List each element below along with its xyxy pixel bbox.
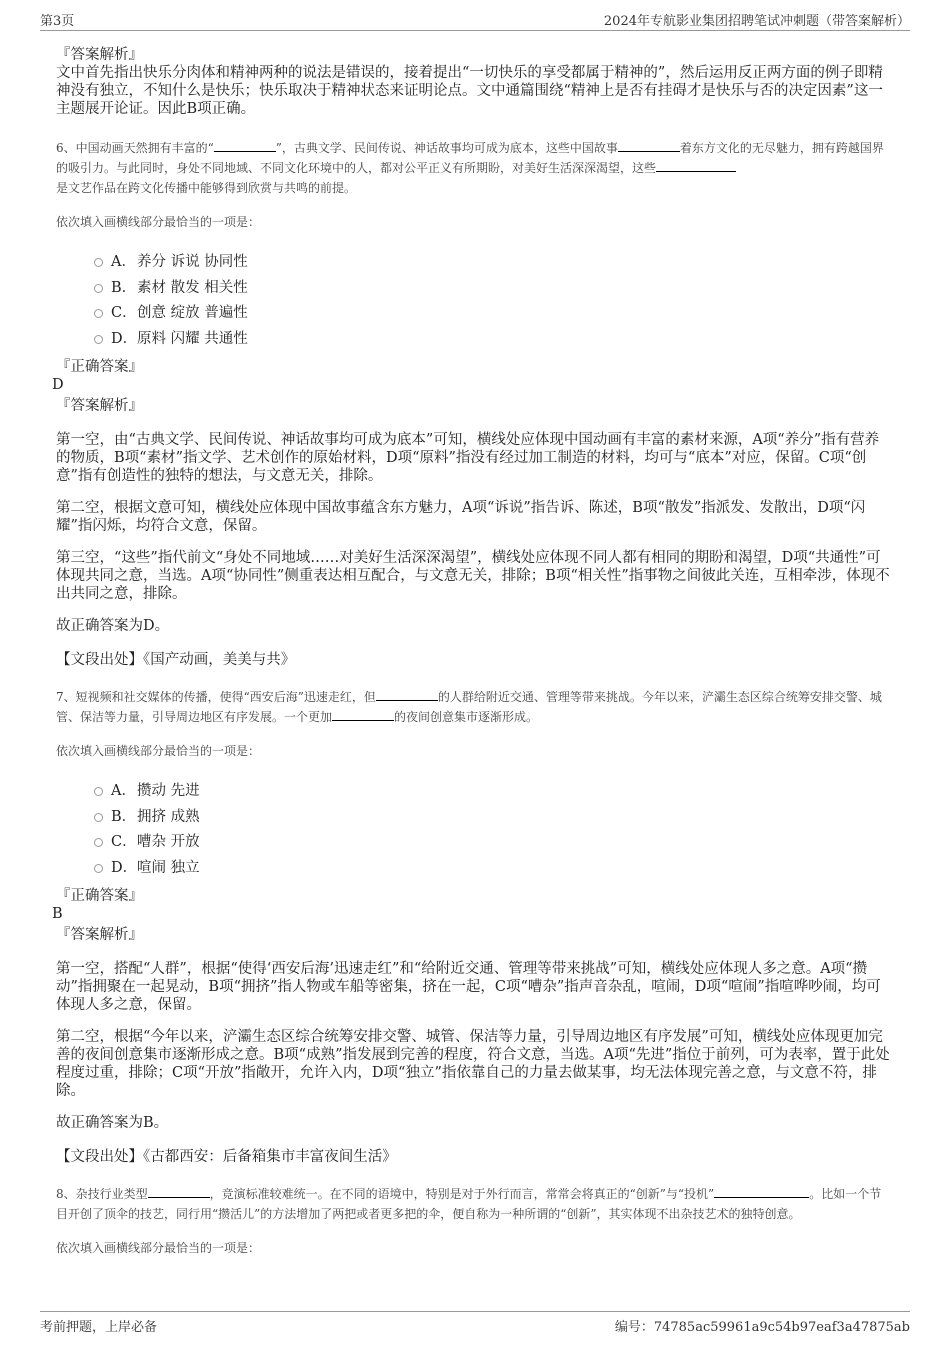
radio-icon[interactable] [94, 309, 103, 318]
q6-answer-label: 『正确答案』 [56, 359, 143, 375]
q6-source: 【文段出处】《国产动画，美美与共》 [56, 652, 296, 668]
footer-slogan: 考前押题，上岸必备 [40, 1320, 158, 1335]
q6-conclusion: 故正确答案为D。 [56, 618, 170, 634]
q6-prompt: 依次填入画横线部分最恰当的一项是： [56, 215, 261, 229]
radio-icon[interactable] [94, 864, 103, 873]
blank-2 [332, 708, 394, 721]
blank-1 [214, 139, 276, 152]
blank-1 [148, 1185, 210, 1198]
option-d[interactable]: D． 原料 闪耀 共通性 [94, 327, 892, 353]
blank-2 [618, 139, 680, 152]
page-content [52, 46, 892, 1258]
blank-3 [656, 159, 736, 172]
radio-icon[interactable] [94, 284, 103, 293]
q6-section [52, 138, 892, 669]
option-a[interactable]: A． 养分 诉说 协同性 [94, 250, 892, 276]
radio-icon[interactable] [94, 258, 103, 267]
q5-analysis-label: 『答案解析』 [56, 47, 143, 63]
q8-question: 8、杂技行业类型 ，竞演标准较难统一。在不同的语境中，特别是对于外行而言，常常会将真正的“创新”与“投机” 。比如一个节目开创了顶伞的技艺，同行用“攒活儿”的方法增加了两把或者更多把的伞，便自称为一种所谓的“创新”，其实体现不出杂技艺术的独特创意。 [56, 1187, 882, 1221]
radio-icon[interactable] [94, 813, 103, 822]
q7-section [52, 687, 892, 1166]
q7-analysis-p2: 第二空，根据“今年以来，浐灞生态区综合统筹安排交警、城管、保洁等力量，引导周边地区有序发展”可知，横线处应体现更加完善的夜间创意集市逐渐形成之意。B项“成熟”指发展到完善的程度，符合文意，当选。A项“先进”指位于前列，可为表率，置于此处程度过重，排除；C项“开放”指敞开，允许入内，D项“独立”指依靠自己的力量去做某事，均无法体现完善之意，与文意不符，排除。 [56, 1029, 890, 1099]
q8-prompt: 依次填入画横线部分最恰当的一项是： [56, 1241, 261, 1255]
option-b[interactable]: B． 素材 散发 相关性 [94, 276, 892, 302]
radio-icon[interactable] [94, 787, 103, 796]
q7-prompt: 依次填入画横线部分最恰当的一项是： [56, 744, 261, 758]
q6-options [94, 250, 892, 352]
q7-question: 7、短视频和社交媒体的传播，使得“西安后海”迅速走红，但 的人群给附近交通、管理等带来挑战。今年以来，浐灞生态区综合统筹安排交警、城管、保洁等力量，引导周边地区有序发展。一个更加 的夜间创意集市逐渐形成。 [56, 690, 882, 724]
q6-analysis-p2: 第二空，根据文意可知，横线处应体现中国故事蕴含东方魅力，A项“诉说”指告诉、陈述，B项“散发”指派发、发散出，D项“闪耀”指闪烁，均符合文意，保留。 [56, 500, 866, 534]
document-id: 编号：74785ac59961a9c54b97eaf3a47875ab [614, 1320, 910, 1335]
q5-analysis: 文中首先指出快乐分肉体和精神两种的说法是错误的，接着提出“一切快乐的享受都属于精神的”，然后运用反正两方面的例子即精神没有独立，不知什么是快乐；快乐取决于精神状态来证明论点。文中通篇围绕“精神上是否有挂碍才是快乐与否的决定因素”这一主题展开论证。因此B项正确。 [56, 65, 883, 117]
q6-answer: D [52, 377, 64, 393]
radio-icon[interactable] [94, 335, 103, 344]
option-d[interactable]: D． 喧闹 独立 [94, 856, 892, 882]
q7-answer: B [52, 906, 63, 922]
q5-section [56, 46, 892, 118]
radio-icon[interactable] [94, 838, 103, 847]
page-number: 第3页 [40, 14, 75, 29]
q6-question: 6、中国动画天然拥有丰富的“ ”，古典文学、民间传说、神话故事均可成为底本，这些中国故事 着东方文化的无尽魅力，拥有跨越国界的吸引力。与此同时，身处不同地域、不同文化环境中的人，都对公平正义有所期盼，对美好生活深深渴望，这些 是文艺作品在跨文化传播中能够得到欣赏与共鸣的前提。 [56, 141, 884, 195]
q7-analysis-label: 『答案解析』 [56, 927, 143, 943]
q7-conclusion: 故正确答案为B。 [56, 1115, 169, 1131]
q6-analysis-p1: 第一空，由“古典文学、民间传说、神话故事均可成为底本”可知，横线处应体现中国动画有丰富的素材来源，A项“养分”指有营养的物质，B项“素材”指文学、艺术创作的原始材料，D项“原料”指没有经过加工制造的材料，均可与“底本”对应，保留。C项“创意”指有创造性的独特的想法，与文意无关，排除。 [56, 432, 880, 484]
option-c[interactable]: C． 创意 绽放 普遍性 [94, 301, 892, 327]
blank-2 [714, 1185, 809, 1198]
option-a[interactable]: A． 攒动 先进 [94, 779, 892, 805]
page-header [40, 8, 910, 31]
blank-1 [376, 688, 438, 701]
q7-answer-label: 『正确答案』 [56, 888, 143, 904]
q7-analysis-p1: 第一空，搭配“人群”，根据“使得‘西安后海’迅速走红”和“给附近交通、管理等带来挑战”可知，横线处应体现人多之意。A项“攒动”指拥聚在一起晃动，B项“拥挤”指人物或车船等密集，挤在一起，C项“嘈杂”指声音杂乱，喧闹，D项“喧闹”指喧哗吵闹，均可体现人多之意，保留。 [56, 961, 881, 1013]
document-title: 2024年专航影业集团招聘笔试冲刺题（带答案解析） [603, 14, 910, 29]
q7-options [94, 779, 892, 881]
q7-source: 【文段出处】《古都西安：后备箱集市丰富夜间生活》 [56, 1149, 397, 1165]
page-footer [40, 1311, 910, 1336]
q8-section [56, 1184, 892, 1258]
q6-analysis-label: 『答案解析』 [56, 398, 143, 414]
q6-analysis-p3: 第三空，“这些”指代前文“身处不同地域……对美好生活深深渴望”，横线处应体现不同人都有相同的期盼和渴望，D项“共通性”可体现共同之意，当选。A项“协同性”侧重表达相互配合，与文意无关，排除；B项“相关性”指事物之间彼此关连，互相牵涉，体现不出共同之意，排除。 [56, 550, 890, 602]
option-b[interactable]: B． 拥挤 成熟 [94, 805, 892, 831]
option-c[interactable]: C． 嘈杂 开放 [94, 830, 892, 856]
